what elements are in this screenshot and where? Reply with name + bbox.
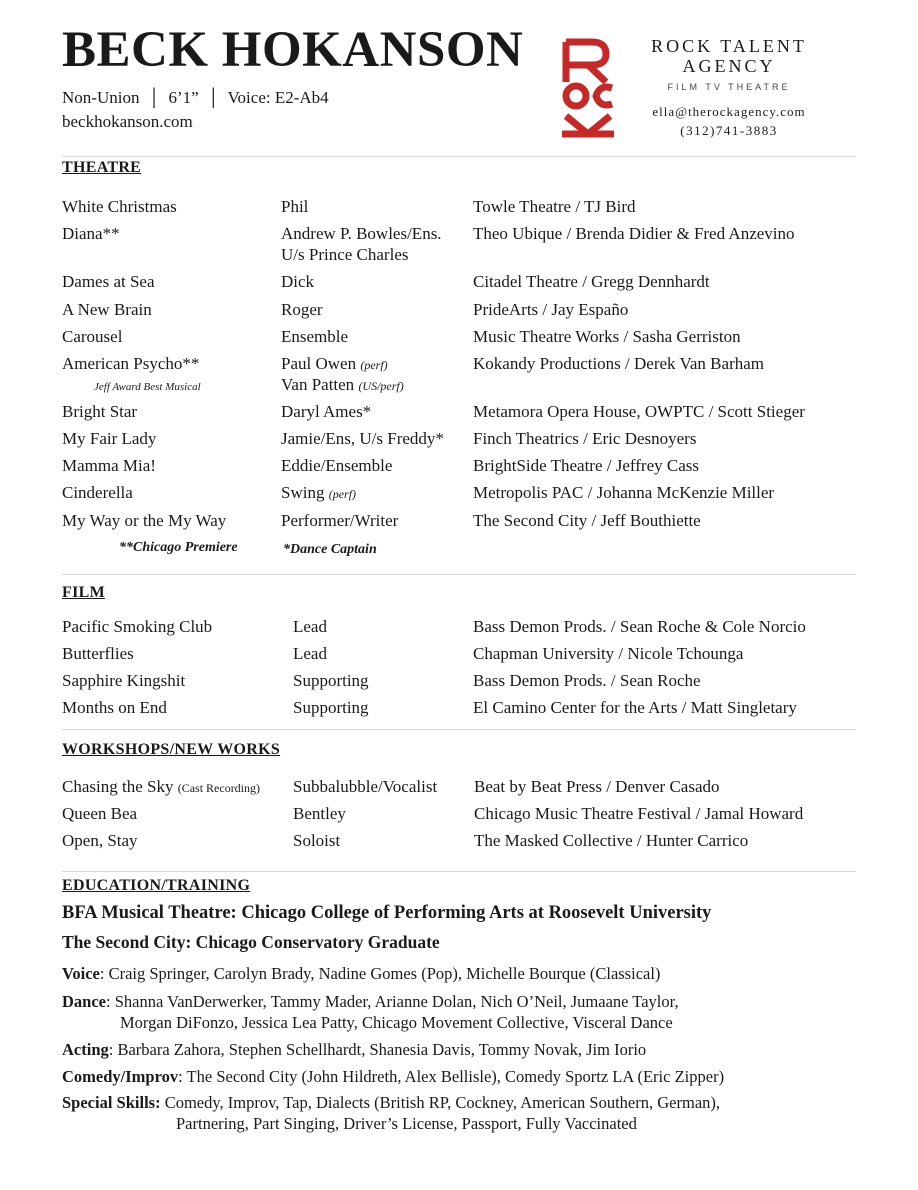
role [281,482,356,505]
section-divider [62,729,856,730]
training-text: : Barbara Zahora, Stephen Schellhardt, Shanesia Davis, Tommy Novak, Jim Iorio [108,1040,647,1059]
role: Ensemble [281,327,349,346]
role: Eddie/Ensemble [281,456,393,475]
role-line2: U/s Prince Charles [281,245,409,264]
role-line2 [281,374,404,397]
show-title: Mamma Mia! [62,456,156,475]
separator: │ [202,88,224,107]
website-link[interactable]: beckhokanson.com [62,112,193,131]
company: Metamora Opera House, OWPTC / Scott Stieger [473,402,805,421]
show-title: Cinderella [62,483,133,502]
company: The Second City / Jeff Bouthiette [473,511,701,530]
film-title: Months on End [62,698,167,717]
footnote-dance-captain: *Dance Captain [283,542,377,557]
role [281,353,388,376]
role: Dick [281,272,315,291]
company: Music Theatre Works / Sasha Gerriston [473,327,741,346]
agency-name-line1: ROCK TALENT [651,36,807,56]
role: Jamie/Ens, U/s Freddy* [281,429,444,448]
agency-phone[interactable]: (312)741-3883 [680,123,778,138]
role: Daryl Ames* [281,402,372,421]
agency-divisions: FILM TV THEATRE [667,82,791,92]
training-text: : Shanna VanDerwerker, Tammy Mader, Arianne Dolan, Nich O’Neil, Jumaane Taylor, [106,992,679,1011]
company: Finch Theatrics / Eric Desnoyers [473,429,697,448]
workshops-heading: WORKSHOPS/NEW WORKS [62,741,281,758]
company: Bass Demon Prods. / Sean Roche [473,671,701,690]
role: Supporting [293,698,369,717]
training-acting [62,1039,646,1060]
show-title: White Christmas [62,197,177,216]
training-label: Acting [62,1040,109,1059]
work-title-text: Chasing the Sky [62,777,174,796]
company: El Camino Center for the Arts / Matt Singletary [473,698,797,717]
actor-name: BECK HOKANSON [62,22,524,78]
work-title: Open, Stay [62,831,138,850]
section-divider [62,871,856,872]
footnote-premiere: **Chicago Premiere [119,540,238,555]
role: Roger [281,300,323,319]
work-title: Queen Bea [62,804,138,823]
special-skills [62,1092,720,1134]
role: Subbalubble/Vocalist [293,777,438,796]
company: Beat by Beat Press / Denver Casado [474,777,720,796]
film-title: Pacific Smoking Club [62,617,213,636]
company: Metropolis PAC / Johanna McKenzie Miller [473,483,775,502]
company: Chicago Music Theatre Festival / Jamal Howard [474,804,804,823]
training-text-cont: Morgan DiFonzo, Jessica Lea Patty, Chicago Movement Collective, Visceral Dance [120,1013,673,1032]
role-name: Swing [281,483,325,502]
company: BrightSide Theatre / Jeffrey Cass [473,456,699,475]
actor-height: 6’1” [168,88,199,107]
training-voice [62,963,660,984]
training-label: Comedy/Improv [62,1067,179,1086]
show-title: My Way or the My Way [62,511,227,530]
role-note: (perf) [328,487,357,501]
show-title: My Fair Lady [62,429,157,448]
role: Lead [293,644,327,663]
show-title: Bright Star [62,402,138,421]
company: The Masked Collective / Hunter Carrico [474,831,749,850]
role-note: (US/perf) [358,379,404,393]
company: Kokandy Productions / Derek Van Barham [473,354,764,373]
training-label: Voice [62,964,100,983]
film-title: Sapphire Kingshit [62,671,186,690]
education-heading: EDUCATION/TRAINING [62,877,251,894]
training-comedy [62,1066,724,1087]
agency-name [626,36,832,76]
show-title: Dames at Sea [62,272,155,291]
role-note: (perf) [360,358,388,372]
training-text: : Craig Springer, Carolyn Brady, Nadine Gomes (Pop), Michelle Bourque (Classical) [99,964,661,983]
role: Phil [281,197,309,216]
training-text: : The Second City (John Hildreth, Alex Bellisle), Comedy Sportz LA (Eric Zipper) [178,1067,725,1086]
training-text-cont: Partnering, Part Singing, Driver’s License, Passport, Fully Vaccinated [176,1114,637,1133]
award-note: Jeff Award Best Musical [94,381,201,393]
agency-email[interactable]: ella@therockagency.com [652,104,806,119]
role: Lead [293,617,327,636]
film-heading: FILM [62,584,105,601]
company: Bass Demon Prods. / Sean Roche & Cole Norcio [473,617,806,636]
section-divider [62,574,856,575]
role: Soloist [293,831,341,850]
training-label: Dance [62,992,106,1011]
rock-agency-logo [558,38,618,142]
work-title-note: (Cast Recording) [177,781,261,795]
film-title: Butterflies [62,644,134,663]
training-label: Special Skills: [62,1093,161,1112]
theatre-heading: THEATRE [62,159,142,176]
work-title [62,776,260,799]
role-name: Van Patten [281,375,355,394]
show-title: Diana** [62,224,120,243]
role: Bentley [293,804,346,823]
union-status: Non-Union [62,88,140,107]
show-title: Carousel [62,327,123,346]
role: Andrew P. Bowles/Ens. [281,224,442,243]
company: Towle Theatre / TJ Bird [473,197,636,216]
role: Supporting [293,671,369,690]
company: PrideArts / Jay Españo [473,300,629,319]
training-text: Comedy, Improv, Tap, Dialects (British RP, Cockney, American Southern, German), [160,1093,721,1112]
agency-name-line2: AGENCY [682,56,776,76]
conservatory: The Second City: Chicago Conservatory Graduate [62,932,440,952]
company: Chapman University / Nicole Tchounga [473,644,744,663]
section-divider [62,156,856,157]
voice-range: Voice: E2-Ab4 [227,88,329,107]
degree: BFA Musical Theatre: Chicago College of Performing Arts at Roosevelt University [62,903,712,923]
actor-stats [62,86,329,110]
show-title: American Psycho** [62,354,200,373]
training-dance [62,991,679,1033]
role: Performer/Writer [281,511,399,530]
company: Citadel Theatre / Gregg Dennhardt [473,272,710,291]
separator: │ [143,88,165,107]
show-title: A New Brain [62,300,152,319]
role-name: Paul Owen [281,354,357,373]
company: Theo Ubique / Brenda Didier & Fred Anzevino [473,224,795,243]
